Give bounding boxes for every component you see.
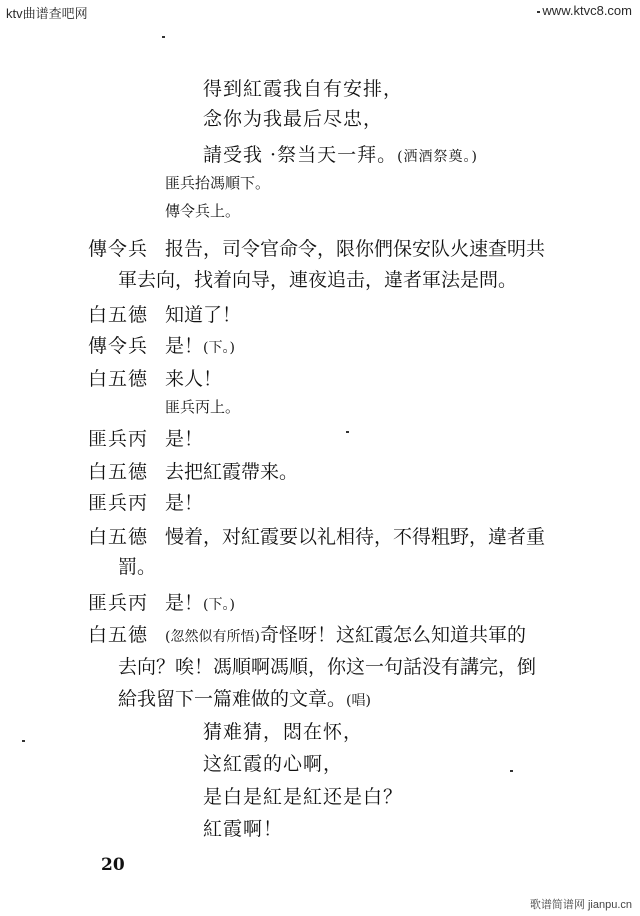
dialogue-text: 是！ [165, 592, 204, 614]
stage-direction-1: 匪兵抬馮順下。 [165, 174, 271, 192]
stage-note: (下。) [203, 340, 235, 356]
speaker: 傳令兵 [88, 335, 149, 357]
dialogue [165, 588, 235, 615]
stage-direction-2: 傳令兵上。 [165, 202, 241, 220]
speaker: 白五德 [88, 461, 149, 483]
speaker: 匪兵丙 [88, 492, 149, 514]
stage-note: (唱) [346, 693, 371, 709]
speck [537, 11, 540, 13]
song-line-3: 是白是紅是紅还是白？ [203, 786, 404, 808]
speaker: 白五德 [88, 368, 149, 390]
dialogue-continued [118, 684, 371, 711]
dialogue: 去把紅霞帶来。 [165, 461, 299, 483]
speck [346, 431, 349, 433]
song-line-4: 紅霞啊！ [203, 818, 284, 840]
dialogue-text: 是！ [165, 335, 204, 357]
speaker: 白五德 [88, 526, 149, 548]
dialogue: 是！ [165, 428, 204, 450]
speaker: 匪兵丙 [88, 592, 149, 614]
page-number: 20 [101, 855, 125, 875]
dialogue: 来人！ [165, 368, 223, 390]
speck [162, 36, 165, 38]
watermark-top-left: ktv曲谱查吧网 [6, 6, 88, 21]
song-line-2: 这紅霞的心啊， [203, 753, 344, 775]
dialogue-continued: 去向？唉！馮順啊馮順，你这一句話没有講完，倒 [118, 656, 537, 678]
speck [22, 740, 25, 742]
verse-line-3 [203, 140, 478, 167]
verse-line-2: 念你为我最后尽忠， [203, 108, 384, 130]
dialogue: 知道了！ [165, 304, 242, 326]
dialogue: 是！ [165, 492, 204, 514]
speck [510, 770, 513, 772]
dialogue-text: 奇怪呀！这紅霞怎么知道共軍的 [259, 624, 526, 646]
watermark-bottom-right: 歌谱简谱网 jianpu.cn [529, 899, 632, 911]
stage-note: (洒酒祭奠。) [397, 149, 479, 165]
speaker: 白五德 [88, 304, 149, 326]
dialogue-text: 給我留下一篇难做的文章。 [118, 688, 347, 710]
dialogue-continued: 軍去向，找着向导，連夜追击，違者軍法是問。 [118, 269, 518, 291]
song-line-1: 猜难猜，悶在怀， [203, 721, 364, 743]
dialogue: 报告，司令官命令，限你們保安队火速查明共 [165, 238, 546, 260]
stage-note: (下。) [203, 597, 235, 613]
dialogue-continued: 罰。 [118, 556, 157, 578]
speaker: 匪兵丙 [88, 428, 149, 450]
dialogue [165, 620, 526, 647]
speaker: 傳令兵 [88, 238, 149, 260]
stage-note: (忽然似有所悟) [165, 629, 260, 645]
watermark-top-right: www.ktvc8.com [542, 3, 632, 18]
speaker: 白五德 [88, 624, 149, 646]
stage-direction-3: 匪兵丙上。 [165, 398, 241, 416]
verse-line-1: 得到紅霞我自有安排， [203, 78, 404, 100]
verse-line-3-text: 請受我 ·祭当天一拜。 [203, 144, 398, 166]
dialogue: 慢着，对紅霞要以礼相待，不得粗野，違者重 [165, 526, 546, 548]
dialogue [165, 331, 235, 358]
